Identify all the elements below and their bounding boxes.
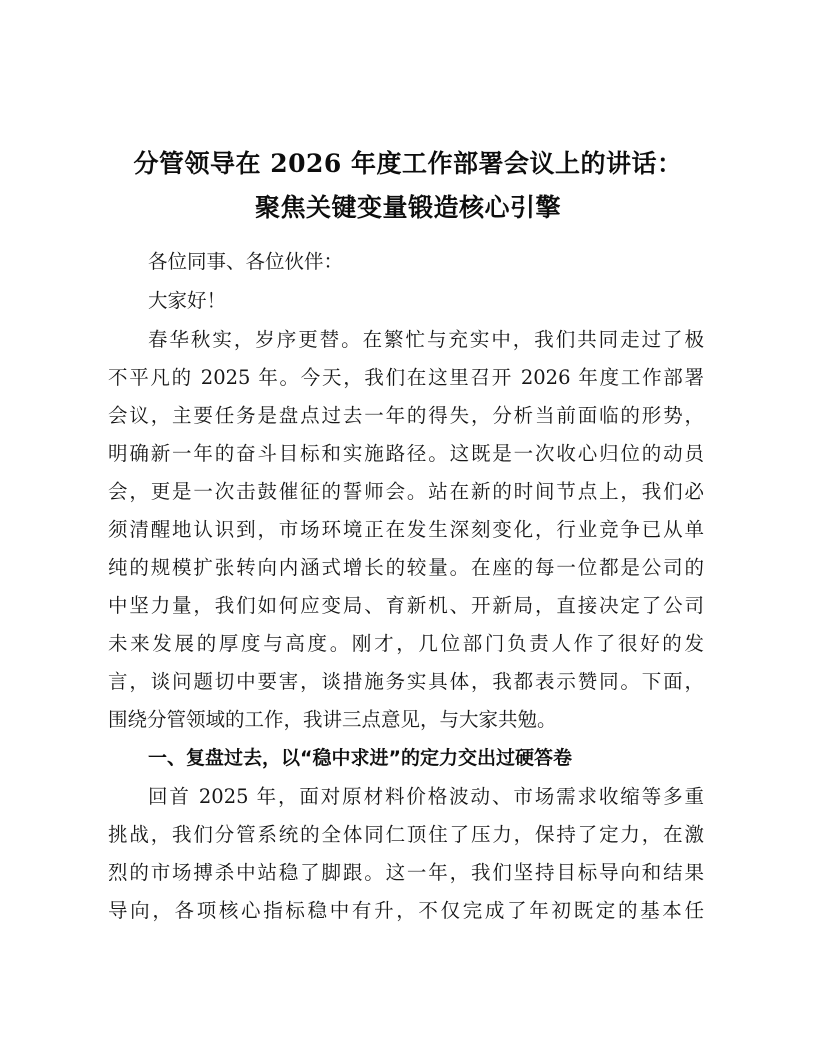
body-line: 纯的规模扩张转向内涵式增长的较量。在座的每一位都是公司的 bbox=[108, 556, 704, 579]
body-line: 未来发展的厚度与高度。刚才，几位部门负责人作了很好的发 bbox=[108, 632, 704, 655]
body-line: 围绕分管领域的工作，我讲三点意见，与大家共勉。 bbox=[108, 708, 557, 731]
body-line: 回首 2025 年，面对原材料价格波动、市场需求收缩等多重 bbox=[148, 785, 704, 808]
section-heading-1: 一、复盘过去，以“稳中求进”的定力交出过硬答卷 bbox=[148, 747, 572, 769]
body-line: 烈的市场搏杀中站稳了脚跟。这一年，我们坚持目标导向和结果 bbox=[108, 861, 704, 884]
body-line: 导向，各项核心指标稳中有升，不仅完成了年初既定的基本任 bbox=[108, 899, 704, 922]
body-line: 挑战，我们分管系统的全体同仁顶住了压力，保持了定力，在激 bbox=[108, 823, 704, 846]
body-line: 须清醒地认识到，市场环境正在发生深刻变化，行业竞争已从单 bbox=[108, 518, 704, 541]
body-line: 会议，主要任务是盘点过去一年的得失，分析当前面临的形势， bbox=[108, 404, 704, 427]
document-title-line-1: 分管领导在 2026 年度工作部署会议上的讲话： bbox=[133, 149, 683, 178]
body-line: 言，谈问题切中要害，谈措施务实具体，我都表示赞同。下面， bbox=[108, 670, 704, 693]
body-line: 中坚力量，我们如何应变局、育新机、开新局，直接决定了公司 bbox=[108, 594, 704, 617]
body-line: 春华秋实，岁序更替。在繁忙与充实中，我们共同走过了极 bbox=[148, 328, 704, 351]
greeting: 大家好！ bbox=[148, 289, 227, 312]
salutation: 各位同事、各位伙伴： bbox=[148, 250, 344, 273]
body-line: 会，更是一次击鼓催征的誓师会。站在新的时间节点上，我们必 bbox=[108, 480, 704, 503]
body-line: 不平凡的 2025 年。今天，我们在这里召开 2026 年度工作部署 bbox=[108, 366, 704, 389]
document-title-line-2: 聚焦关键变量锻造核心引擎 bbox=[254, 193, 561, 222]
body-line: 明确新一年的奋斗目标和实施路径。这既是一次收心归位的动员 bbox=[108, 442, 704, 465]
